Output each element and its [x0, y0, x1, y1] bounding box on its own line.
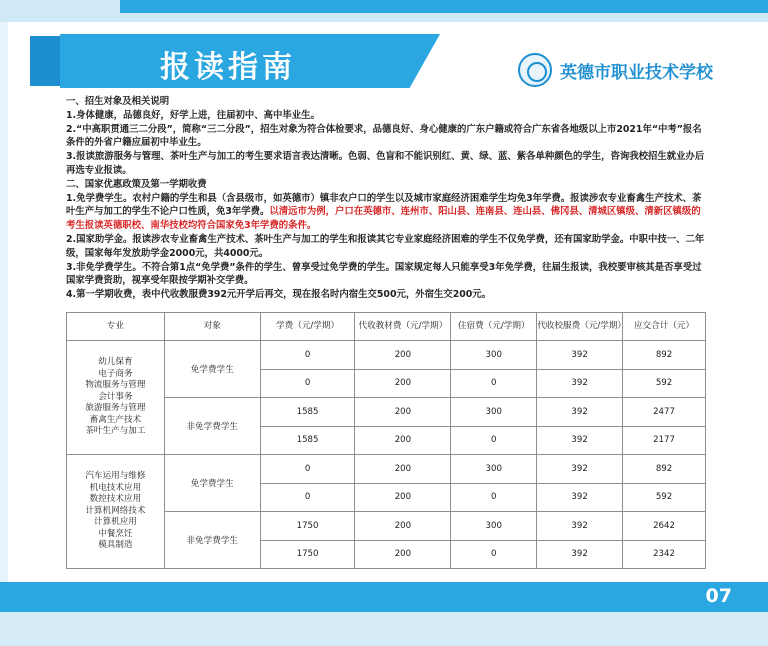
major-name: 茶叶生产与加工 [85, 426, 146, 437]
paragraph-3: 3.报读旅游服务与管理、茶叶生产与加工的考生要求语言表达清晰。色弱、色盲和不能识别红、黄、绿、蓝、紫各单种颜色的学生，咨询我校招生就业办后再选专业报读。 [66, 151, 705, 176]
paragraph-4 [66, 192, 706, 233]
target-cell: 非免学费学生 [164, 398, 260, 455]
table-cell: 0 [260, 369, 355, 398]
page-number: 07 [705, 585, 732, 607]
table-cell: 200 [355, 398, 451, 427]
table-cell: 0 [260, 455, 355, 484]
paragraph-6: 3.非免学费学生。不符合第1点“免学费”条件的学生、曾享受过免学费的学生。国家规定每人只能享受3年免学费，往届生报读，我校要审核其是否享受过国家学费资助，视享受年限按学期补交学费。 [66, 261, 702, 287]
table-cell: 1585 [260, 398, 355, 427]
paragraph-4-text: 1.免学费学生。农村户籍的学生和县（含县级市，如英德市）镇非农户口的学生以及城市家庭经济困难学生均免3年学费。报读涉农专业畜禽生产技术、茶叶生产与加工的学生不论户口性质，免3年学费。 [66, 192, 702, 218]
table-cell: 200 [355, 512, 451, 541]
bottom-band-light [0, 612, 768, 646]
table-cell: 1585 [260, 426, 355, 455]
table-row [67, 455, 706, 484]
paragraph-1: 1.身体健康，品德良好，好学上进，往届初中、高中毕业生。 [66, 109, 320, 121]
table-cell: 2477 [623, 398, 706, 427]
table-cell: 0 [260, 483, 355, 512]
table-cell: 0 [451, 426, 537, 455]
table-cell: 300 [451, 512, 537, 541]
fee-table [66, 312, 706, 569]
target-cell: 免学费学生 [164, 341, 260, 398]
bottom-band [0, 582, 768, 612]
table-cell: 1750 [260, 512, 355, 541]
header-cell: 代收教材费（元/学期） [355, 313, 451, 341]
table-cell: 0 [451, 540, 537, 569]
table-cell: 200 [355, 341, 451, 370]
table-cell: 1750 [260, 540, 355, 569]
page-title: 报读指南 [160, 50, 296, 85]
major-name: 会计事务 [98, 391, 133, 402]
section-heading-1: 一、招生对象及相关说明 [66, 96, 170, 107]
table-cell: 392 [537, 341, 623, 370]
table-cell: 200 [355, 540, 451, 569]
major-name: 汽车运用与维修 [85, 470, 146, 481]
table-cell: 392 [537, 512, 623, 541]
section-heading-2: 二、国家优惠政策及第一学期收费 [66, 178, 207, 190]
paragraph-2: 2.“中高职贯通三二分段”，简称“三二分段”，招生对象为符合体检要求，品德良好、身心健康的广东户籍或符合广东省各地级以上市2021年“中考”报名条件的外省户籍应届初中毕业生。 [66, 123, 702, 149]
target-cell: 免学费学生 [164, 455, 260, 512]
majors-group-2 [67, 455, 165, 569]
table-row [67, 341, 706, 370]
header-cell: 应交合计（元） [623, 313, 706, 341]
table-cell: 392 [537, 540, 623, 569]
table-cell: 0 [451, 483, 537, 512]
major-name: 电子商务 [98, 368, 133, 379]
header-cell: 住宿费（元/学期） [451, 313, 537, 341]
table-cell: 392 [537, 483, 623, 512]
major-name: 计算机应用 [93, 517, 137, 528]
target-cell: 非免学费学生 [164, 512, 260, 569]
major-name: 中餐烹饪 [98, 528, 133, 539]
major-name: 计算机网络技术 [85, 505, 146, 516]
table-cell: 0 [451, 369, 537, 398]
major-name: 旅游服务与管理 [85, 403, 146, 414]
guide-text [66, 95, 706, 302]
major-name: 机电技术应用 [89, 482, 142, 493]
table-cell: 200 [355, 426, 451, 455]
table-cell: 592 [623, 369, 706, 398]
table-cell: 200 [355, 483, 451, 512]
header-cell: 代收校服费（元/学期） [537, 313, 623, 341]
major-name: 数控技术应用 [89, 494, 142, 505]
paragraph-4-highlight: 以清远市为例，户口在英德市、连州市、阳山县、连南县、连山县、佛冈县、清城区镇级、清新区镇级的考生报读英德职校、南华技校均符合国家免3年学费的条件。 [66, 206, 701, 232]
header-cell: 对象 [164, 313, 260, 341]
table-cell: 2177 [623, 426, 706, 455]
table-cell: 892 [623, 341, 706, 370]
table-cell: 892 [623, 455, 706, 484]
major-name: 畜禽生产技术 [89, 414, 142, 425]
paragraph-7: 4.第一学期收费，表中代收教服费392元开学后再交，现在报名时内宿生交500元，外宿生交200元。 [66, 289, 492, 301]
table-cell: 392 [537, 455, 623, 484]
paragraph-5: 2.国家助学金。报读涉农专业畜禽生产技术、茶叶生产与加工的学生和报读其它专业家庭经济困难的学生不仅免学费，还有国家助学金。中职中技一、二年级，国家每年发放助学金2000元，共4000元。 [66, 233, 705, 259]
table-cell: 0 [260, 341, 355, 370]
major-name: 模具制造 [98, 540, 133, 551]
table-cell: 200 [355, 455, 451, 484]
major-name: 物流服务与管理 [85, 380, 146, 391]
table-cell: 592 [623, 483, 706, 512]
table-cell: 200 [355, 369, 451, 398]
table-cell: 2642 [623, 512, 706, 541]
side-strip [0, 22, 8, 582]
header-cell: 专业 [67, 313, 165, 341]
table-cell: 300 [451, 341, 537, 370]
majors-group-1 [67, 341, 165, 455]
table-header-row [67, 313, 706, 341]
school-logo-icon [518, 53, 552, 87]
header-cell: 学费（元/学期） [260, 313, 355, 341]
major-name: 幼儿保育 [98, 356, 133, 367]
table-cell: 392 [537, 369, 623, 398]
table-cell: 392 [537, 426, 623, 455]
table-cell: 2342 [623, 540, 706, 569]
top-stripe [120, 0, 768, 13]
table-cell: 392 [537, 398, 623, 427]
table-cell: 300 [451, 455, 537, 484]
table-cell: 300 [451, 398, 537, 427]
school-name: 英德市职业技术学校 [560, 63, 713, 83]
